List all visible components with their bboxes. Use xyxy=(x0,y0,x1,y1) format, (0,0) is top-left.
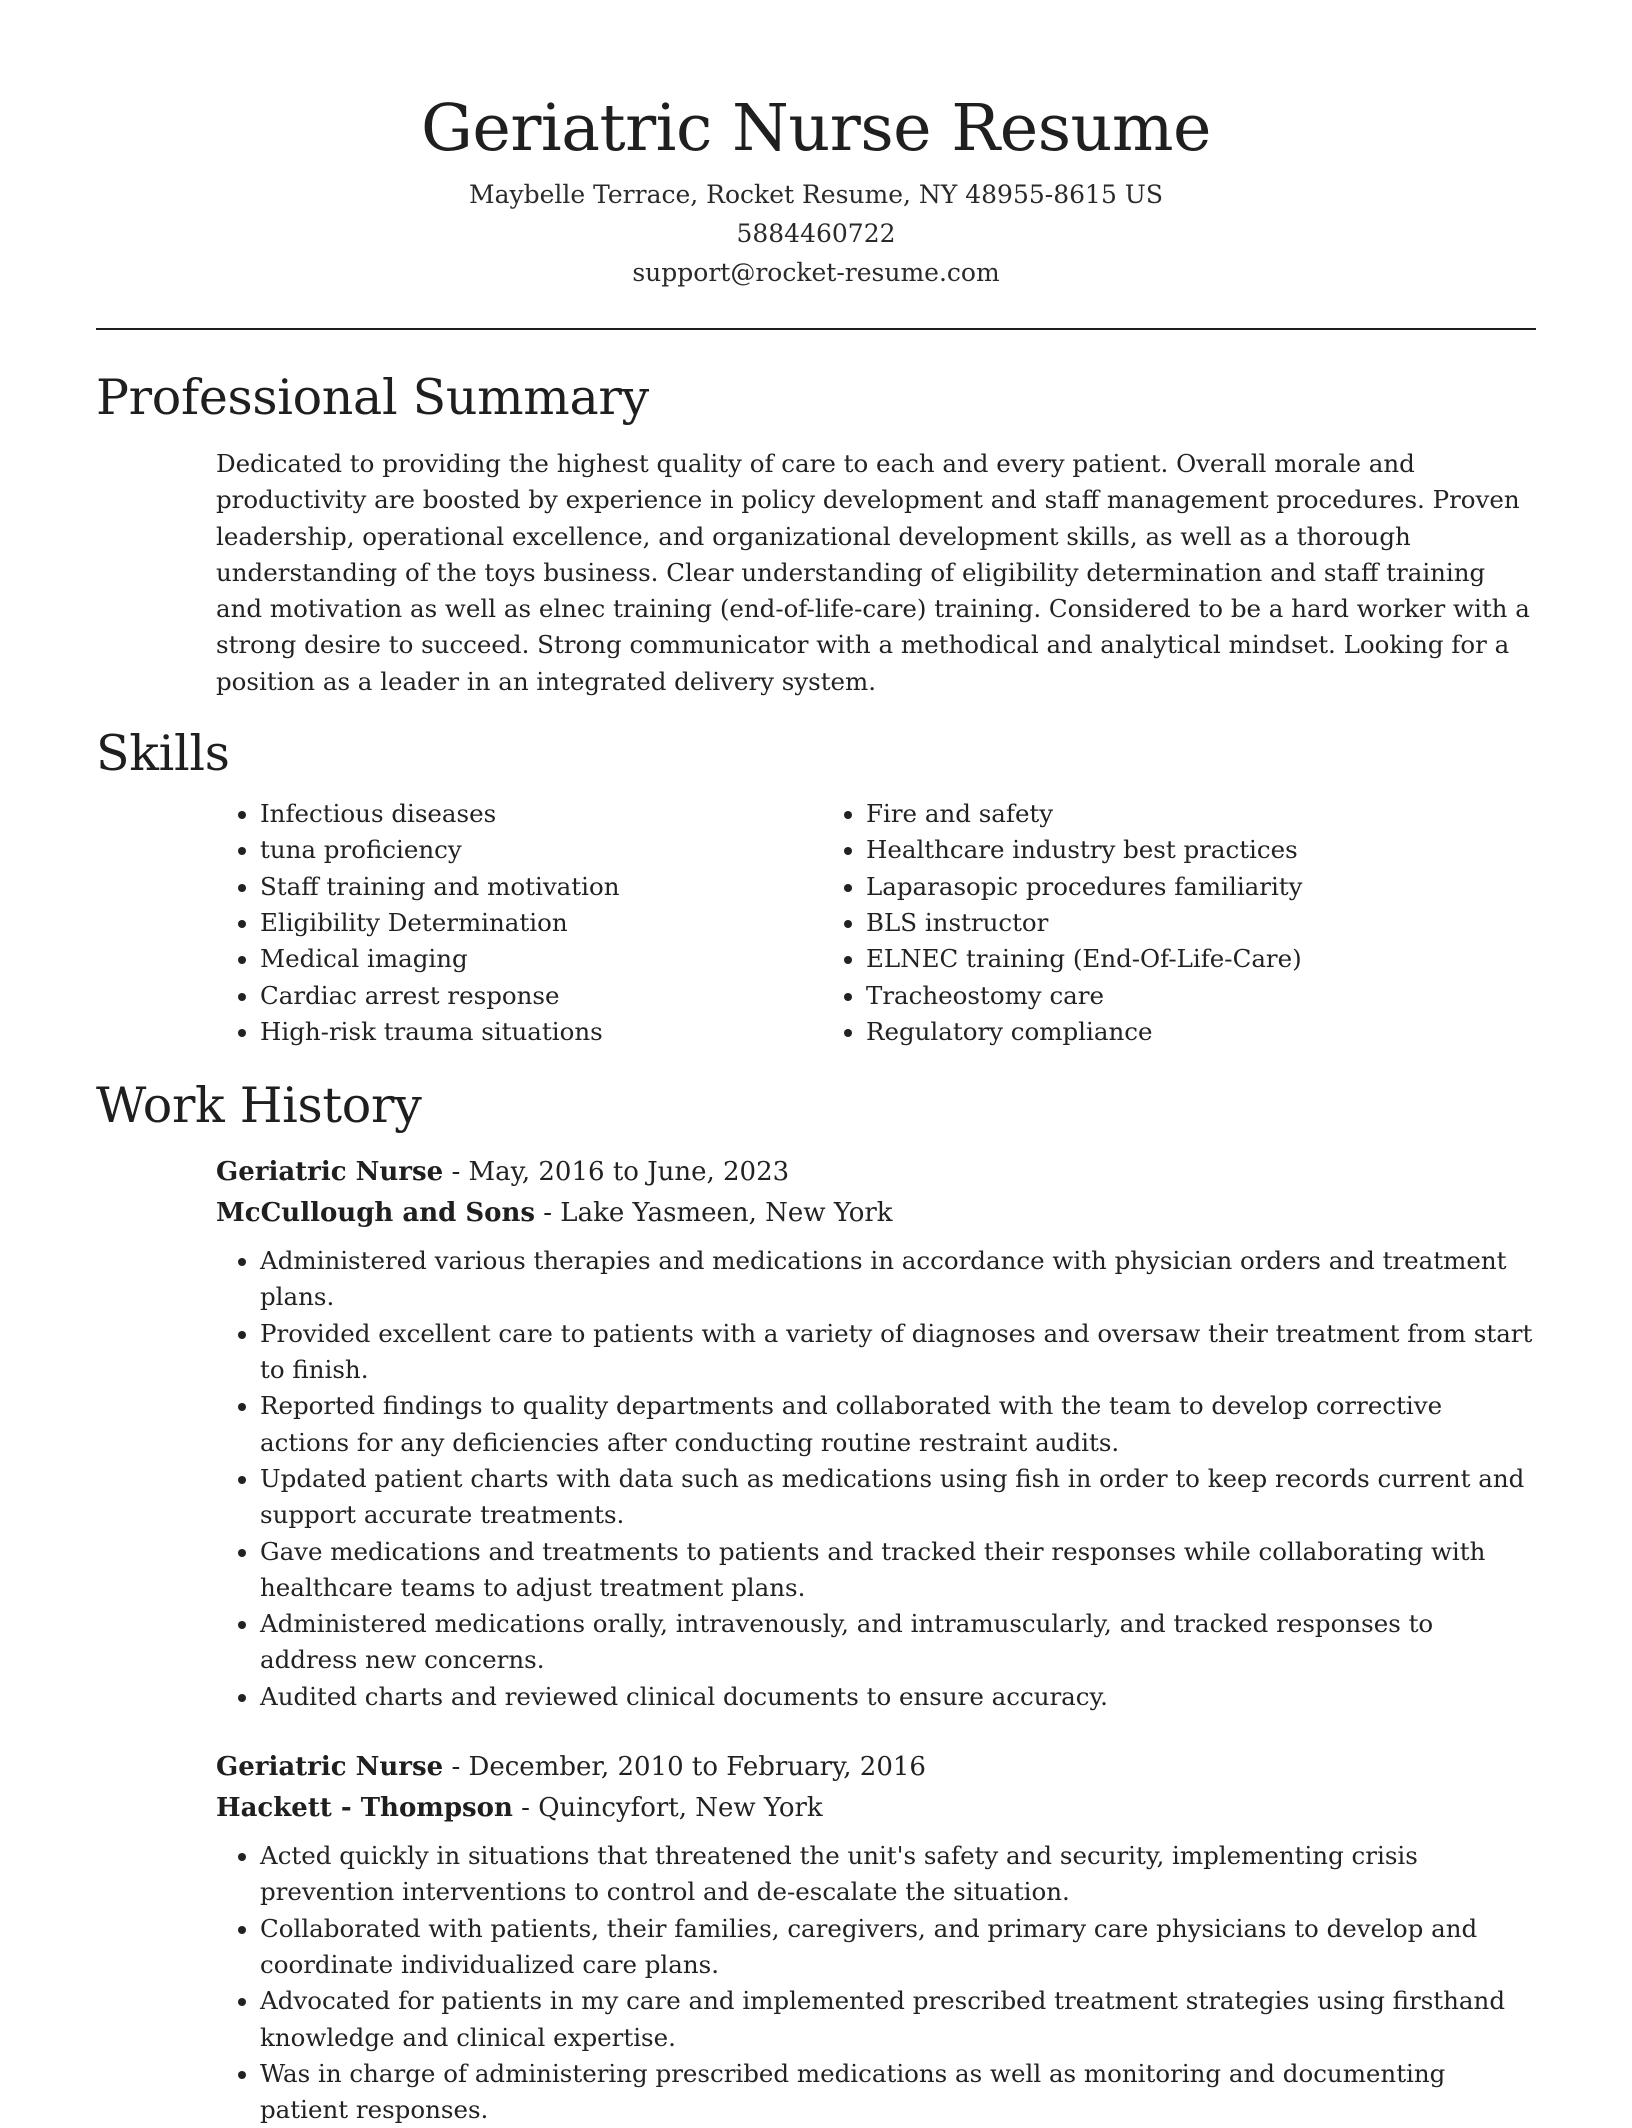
skill-item: • Tracheostomy care xyxy=(866,978,1536,1014)
job-title-line xyxy=(216,1152,1536,1193)
job-role: Geriatric Nurse xyxy=(216,1752,444,1783)
job-company-line xyxy=(216,1788,1536,1829)
header-divider xyxy=(96,328,1536,330)
skills-column-right xyxy=(822,796,1536,1050)
job-dates: - December, 2010 to February, 2016 xyxy=(443,1752,926,1783)
skill-item: • Fire and safety xyxy=(866,796,1536,832)
resume-header xyxy=(96,0,1536,292)
skills-grid xyxy=(216,796,1536,1050)
skill-item: • tuna proficiency xyxy=(260,832,822,868)
job-duty: • Acted quickly in situations that threatened the unit's safety and security, implementing crisis prevention interventions to control and de-escalate the situation. xyxy=(260,1838,1536,1911)
work-history-heading: Work History xyxy=(96,1077,422,1135)
summary-section xyxy=(96,366,1536,700)
job-title-line xyxy=(216,1747,1536,1788)
resume-page xyxy=(96,0,1536,2128)
skill-item: • Cardiac arrest response xyxy=(260,978,822,1014)
job-duty: • Was in charge of administering prescribed medications as well as monitoring and documenting patient responses. xyxy=(260,2056,1536,2128)
skill-item: • High-risk trauma situations xyxy=(260,1014,822,1050)
skill-item: • ELNEC training (End-Of-Life-Care) xyxy=(866,941,1536,977)
job-duties-list xyxy=(216,1838,1536,2128)
skill-item: • Healthcare industry best practices xyxy=(866,832,1536,868)
job-entry xyxy=(216,1152,1536,1715)
job-location: - Lake Yasmeen, New York xyxy=(534,1197,893,1228)
skill-item: • Infectious diseases xyxy=(260,796,822,832)
job-company: Hackett - Thompson xyxy=(216,1792,513,1823)
summary-heading: Professional Summary xyxy=(96,369,649,426)
contact-address: Maybelle Terrace, Rocket Resume, NY 48955-8615 US xyxy=(468,180,1163,209)
skill-item: • Regulatory compliance xyxy=(866,1014,1536,1050)
skills-section xyxy=(96,722,1536,1050)
resume-title: Geriatric Nurse Resume xyxy=(420,91,1212,166)
job-duty: • Administered various therapies and medications in accordance with physician orders and treatment plans. xyxy=(260,1243,1536,1316)
job-dates: - May, 2016 to June, 2023 xyxy=(443,1157,790,1188)
skills-heading: Skills xyxy=(96,725,230,783)
job-duty: • Gave medications and treatments to patients and tracked their responses while collaborating with healthcare teams to adjust treatment plans. xyxy=(260,1534,1536,1607)
job-duty: • Collaborated with patients, their families, caregivers, and primary care physicians to develop and coordinate individualized care plans. xyxy=(260,1911,1536,1984)
job-location: - Quincyfort, New York xyxy=(512,1792,823,1823)
job-duty: • Provided excellent care to patients with a variety of diagnoses and oversaw their treatment from start to finish. xyxy=(260,1316,1536,1389)
contact-phone: 5884460722 xyxy=(736,219,896,248)
skill-item: • Staff training and motivation xyxy=(260,869,822,905)
job-company-line xyxy=(216,1193,1536,1234)
work-history-section xyxy=(96,1074,1536,2128)
job-duties-list xyxy=(216,1243,1536,1715)
job-duty: • Advocated for patients in my care and implemented prescribed treatment strategies using firsthand knowledge and clinical expertise. xyxy=(260,1983,1536,2056)
job-role: Geriatric Nurse xyxy=(216,1157,444,1188)
skill-item: • Laparasopic procedures familiarity xyxy=(866,869,1536,905)
summary-text: Dedicated to providing the highest quality of care to each and every patient. Overall morale and productivity are boosted by experience in policy development and staff management procedures. Proven leadership, operational excellence, and organizational development skills, as well as a thorough understanding of the toys business. Clear understanding of eligibility determination and staff training and motivation as well as elnec training (end-of-life-care) training. Considered to be a hard worker with a strong desire to succeed. Strong communicator with a methodical and analytical mindset. Looking for a position as a leader in an integrated delivery system. xyxy=(216,449,1530,696)
skills-column-left xyxy=(216,796,822,1050)
skill-item: • Medical imaging xyxy=(260,941,822,977)
job-company: McCullough and Sons xyxy=(216,1197,535,1228)
job-duty: • Administered medications orally, intravenously, and intramuscularly, and tracked responses to address new concerns. xyxy=(260,1606,1536,1679)
job-duty: • Audited charts and reviewed clinical documents to ensure accuracy. xyxy=(260,1679,1536,1715)
contact-email: support@rocket-resume.com xyxy=(632,258,1000,287)
job-entry xyxy=(216,1747,1536,2128)
job-duty: • Reported findings to quality departments and collaborated with the team to develop corrective actions for any deficiencies after conducting routine restraint audits. xyxy=(260,1388,1536,1461)
job-duty: • Updated patient charts with data such as medications using fish in order to keep records current and support accurate treatments. xyxy=(260,1461,1536,1534)
skill-item: • BLS instructor xyxy=(866,905,1536,941)
skill-item: • Eligibility Determination xyxy=(260,905,822,941)
